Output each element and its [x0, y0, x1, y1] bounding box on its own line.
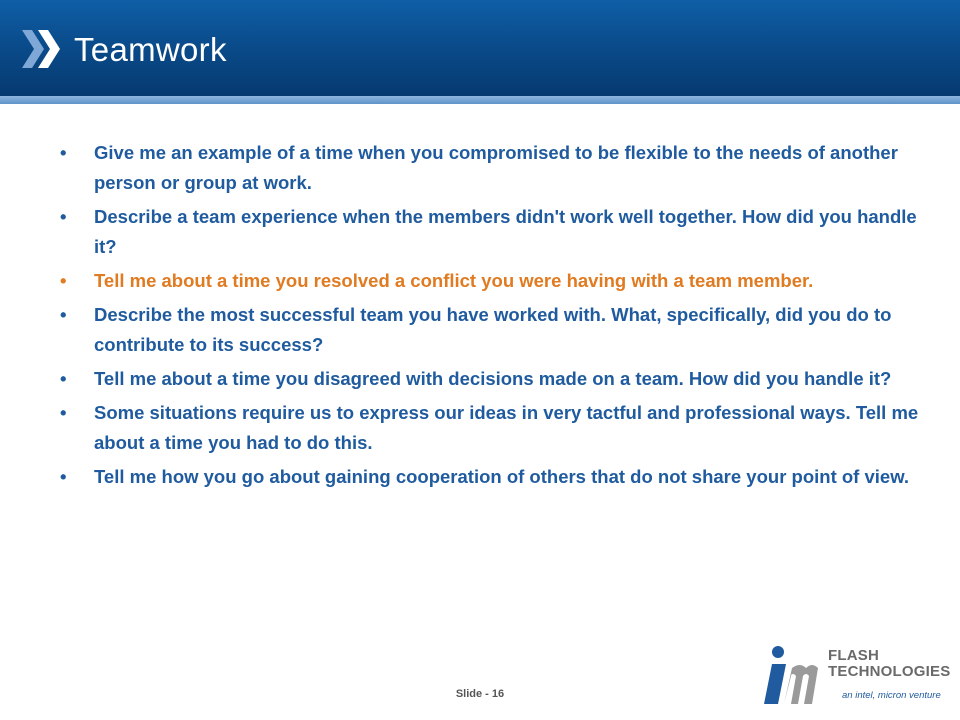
logo-tagline: an intel, micron venture	[842, 690, 941, 701]
bullet-item	[60, 462, 920, 492]
bullet-item-highlighted	[60, 266, 920, 296]
bullet-text: Describe a team experience when the members didn't work well together. How did you handle it?	[94, 206, 917, 257]
bullet-item	[60, 138, 920, 198]
bullet-item	[60, 202, 920, 262]
bullet-dot: •	[60, 402, 67, 423]
bullet-item	[60, 364, 920, 394]
bullet-dot: •	[60, 142, 67, 163]
logo-wordmark	[828, 648, 950, 680]
header-stripe	[0, 96, 960, 104]
bullet-text: Tell me about a time you resolved a conflict you were having with a team member.	[94, 270, 814, 291]
im-logo-icon	[762, 642, 822, 712]
bullet-dot: •	[60, 368, 67, 389]
bullet-text: Tell me about a time you disagreed with decisions made on a team. How did you handle it?	[94, 368, 892, 389]
bullet-dot: •	[60, 304, 67, 325]
bullet-item	[60, 398, 920, 458]
bullet-text: Tell me how you go about gaining cooperation of others that do not share your point of view.	[94, 466, 910, 487]
bullet-list	[60, 138, 920, 496]
bullet-text: Some situations require us to express our ideas in very tactful and professional ways. Tell me about a time you had to do this.	[94, 402, 919, 453]
slide-number: Slide - 16	[455, 688, 505, 700]
double-chevron-icon	[20, 28, 64, 70]
company-logo	[762, 642, 951, 712]
logo-word-flash: FLASH	[828, 647, 879, 664]
slide-title: Teamwork	[74, 31, 227, 68]
bullet-text: Describe the most successful team you have worked with. What, specifically, did you do to contribute to its success?	[94, 304, 892, 355]
logo-word-technologies: TECHNOLOGIES	[828, 663, 951, 680]
bullet-dot: •	[60, 466, 67, 487]
bullet-item	[60, 300, 920, 360]
bullet-dot: •	[60, 206, 67, 227]
bullet-text: Give me an example of a time when you compromised to be flexible to the needs of another person or group at work.	[94, 142, 898, 193]
bullet-dot: •	[60, 270, 67, 291]
